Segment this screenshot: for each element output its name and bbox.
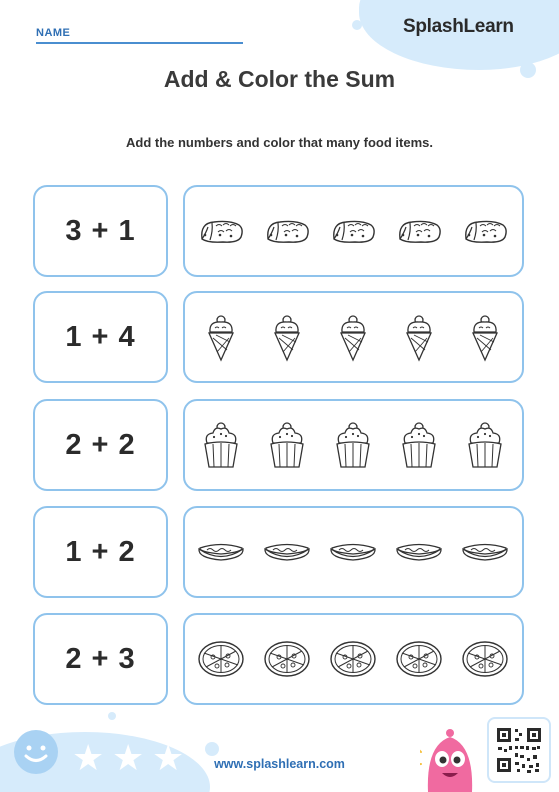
pizza-icon[interactable] (325, 615, 381, 703)
instructions-text: Add the numbers and color that many food items. (126, 135, 433, 150)
star-icon: ★ (152, 737, 185, 778)
hot-dog-icon[interactable] (391, 508, 447, 596)
star-icon: ★ (112, 737, 145, 778)
bread-icon[interactable] (391, 187, 447, 275)
hot-dog-icon[interactable] (259, 508, 315, 596)
decorative-dot (352, 20, 362, 30)
hot-dog-icon[interactable] (325, 508, 381, 596)
bread-icon[interactable] (259, 187, 315, 275)
equation-box: 1 + 2 (33, 506, 168, 598)
equation-box: 1 + 4 (33, 291, 168, 383)
bread-icon[interactable] (325, 187, 381, 275)
cupcake-icon[interactable] (193, 401, 249, 489)
name-label: NAME (36, 27, 71, 39)
hot-dog-icon[interactable] (193, 508, 249, 596)
equation-box: 3 + 1 (33, 185, 168, 277)
ice-cream-icon[interactable] (259, 293, 315, 381)
cupcake-icon[interactable] (457, 401, 513, 489)
food-items-box (183, 291, 524, 383)
pizza-icon[interactable] (457, 615, 513, 703)
food-items-box (183, 185, 524, 277)
cupcake-icon[interactable] (259, 401, 315, 489)
equation-box: 2 + 3 (33, 613, 168, 705)
food-items-box (183, 613, 524, 705)
problem-row (33, 185, 525, 279)
ice-cream-icon[interactable] (391, 293, 447, 381)
cupcake-icon[interactable] (391, 401, 447, 489)
splashlearn-logo: SplashLearn (403, 16, 514, 37)
hot-dog-icon[interactable] (457, 508, 513, 596)
bread-icon[interactable] (457, 187, 513, 275)
decorative-dot (108, 712, 116, 720)
problem-row (33, 613, 525, 707)
cupcake-icon[interactable] (325, 401, 381, 489)
problem-row (33, 291, 525, 385)
footer-url[interactable]: www.splashlearn.com (214, 757, 345, 771)
ice-cream-icon[interactable] (457, 293, 513, 381)
pizza-icon[interactable] (193, 615, 249, 703)
problem-row (33, 506, 525, 600)
pizza-icon[interactable] (391, 615, 447, 703)
star-icon: ★ (72, 737, 105, 778)
ice-cream-icon[interactable] (325, 293, 381, 381)
food-items-box (183, 399, 524, 491)
problem-row (33, 399, 525, 493)
pizza-icon[interactable] (259, 615, 315, 703)
qr-code[interactable] (487, 717, 551, 783)
page-title: Add & Color the Sum (163, 66, 396, 92)
equation-box: 2 + 2 (33, 399, 168, 491)
name-line[interactable] (36, 42, 243, 44)
decorative-dot (205, 742, 219, 756)
mascot-icon (420, 725, 480, 792)
bread-icon[interactable] (193, 187, 249, 275)
food-items-box (183, 506, 524, 598)
ice-cream-icon[interactable] (193, 293, 249, 381)
